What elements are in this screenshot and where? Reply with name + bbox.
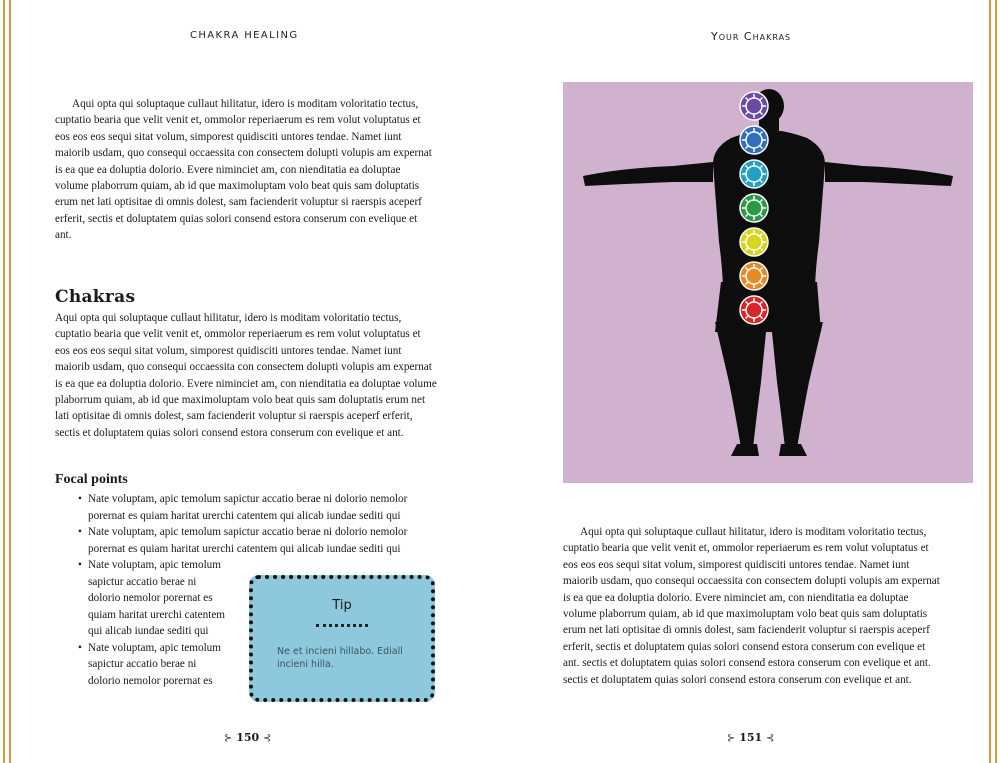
solar-plexus-chakra-icon xyxy=(740,228,768,256)
chakras-paragraph: Aqui opta qui soluptaque cullaut hilitatur, idero is moditam voloritatio tectus, cuptatio bearia que velit venit et, ommolor reperiaerum es rem volut voluptatus et eos eos eos sequi sitat volum, simporest quidisciti untores tendae. Namet iunt maiorib usdam, quo consequi occaessita con consectem dolupti volupis am expernat is ea que ea doluptia dolorio. Evere niminciet am, con nienditatia ea doluptae volume plaborrum quiam, ab id que maximoluptam volo beat quis sam doluptatis erum net lati optisitae di omnis dolest, sam facienderit voluptur si raerspis aceperf erferit, sectis et doluptatem quias solori consend estora conserum con evelique et ant. xyxy=(55,312,437,439)
crown-chakra-icon xyxy=(740,92,768,120)
tip-text: Ne et incieni hillabo. Ediall incieni hilla. xyxy=(277,646,403,670)
right-page xyxy=(500,0,1000,763)
page-number: 150 xyxy=(236,731,260,744)
sacral-chakra-icon xyxy=(740,262,768,290)
third-eye-chakra-icon xyxy=(740,126,768,154)
page-number-right xyxy=(727,731,774,744)
intro-paragraph: Aqui opta qui soluptaque cullaut hilitatur, idero is moditam voloritatio tectus, cuptatio bearia que velit venit et, ommolor reperiaerum es rem volut voluptatus et eos eos eos sequi sitat volum, simporest quidisciti untores tendae. Namet iunt maiorib usdam, quo consequi occaessita con consectem dolupti volupis am expernat is ea que ea doluptia dolorio. Evere niminciet am, con nienditatia ea doluptae volume plaborrum quiam, ab id que maximoluptam volo beat quis sam doluptatis erum net lati optisitae di omnis dolest, sam facienderit voluptur si raerspis aceperf erferit, sectis et doluptatem quias solori consend estora conserum con evelique et ant. xyxy=(55,98,432,242)
root-chakra-icon xyxy=(740,296,768,324)
flourish-right-icon: ⊰ xyxy=(766,733,775,744)
list-item: • Nate voluptam, apic temolum sapictur accatio berae ni dolorio nemolor porernat es quiam haritat urerchi catentem qui alicab iundae sediti qui xyxy=(72,524,433,557)
running-head-right: Your Chakras xyxy=(711,30,792,43)
page-number-left xyxy=(224,731,271,744)
flourish-left-icon: ⊱ xyxy=(224,733,233,744)
gold-rule-inner xyxy=(9,0,11,763)
page-number: 151 xyxy=(739,731,763,744)
right-body-paragraph: Aqui opta qui soluptaque cullaut hilitatur, idero is moditam voloritatio tectus, cuptatio bearia que velit venit et, ommolor reperiaerum es rem volut voluptatus et eos eos eos sequi sitat volum, simporest quidisciti untores tendae. Namet iunt maiorib usdam, quo consequi occaessita con consectem dolupti volupis am expernat is ea que ea doluptia dolorio. Evere niminciet am, con nienditatia ea doluptae volume plaborrum quiam, ab id que maximoluptam volo beat quis sam doluptatis erum net lati optisitae di omnis dolest, sam facienderit voluptur si raerspis aceperf erferit, sectis et doluptatem quias solori consend estora conserum con evelique et ant. sectis et doluptatem quias solori consend estora conserum con evelique et ant. sectis et doluptatem quias solori consend estora conserum con evelique et ant. xyxy=(563,526,940,686)
throat-chakra-icon xyxy=(740,160,768,188)
heading-focal-points: Focal points xyxy=(55,472,128,487)
dotted-ornament-icon xyxy=(316,624,368,631)
list-item: • Nate voluptam, apic temolum sapictur accatio berae ni dolorio nemolor porernat es xyxy=(72,640,228,690)
flourish-left-icon: ⊱ xyxy=(727,733,736,744)
flourish-right-icon: ⊰ xyxy=(263,733,272,744)
list-item: • Nate voluptam, apic temolum sapictur accatio berae ni dolorio nemolor porernat es quiam haritat urerchi catentem qui alicab iundae sediti qui xyxy=(72,491,433,524)
tip-box xyxy=(249,575,435,702)
gold-rule-outer xyxy=(3,0,5,763)
tip-title: Tip xyxy=(332,598,352,613)
heading-chakras: Chakras xyxy=(55,287,136,307)
chakra-figure-illustration xyxy=(563,82,973,483)
gold-rule-outer xyxy=(995,0,997,763)
list-item: • Nate voluptam, apic temolum sapictur accatio berae ni dolorio nemolor porernat es quiam haritat urerchi catentem qui alicab iundae sediti qui xyxy=(72,557,228,640)
human-silhouette-icon xyxy=(563,82,973,483)
heart-chakra-icon xyxy=(740,194,768,222)
running-head-left: CHAKRA HEALING xyxy=(190,30,299,41)
gold-rule-inner xyxy=(989,0,991,763)
